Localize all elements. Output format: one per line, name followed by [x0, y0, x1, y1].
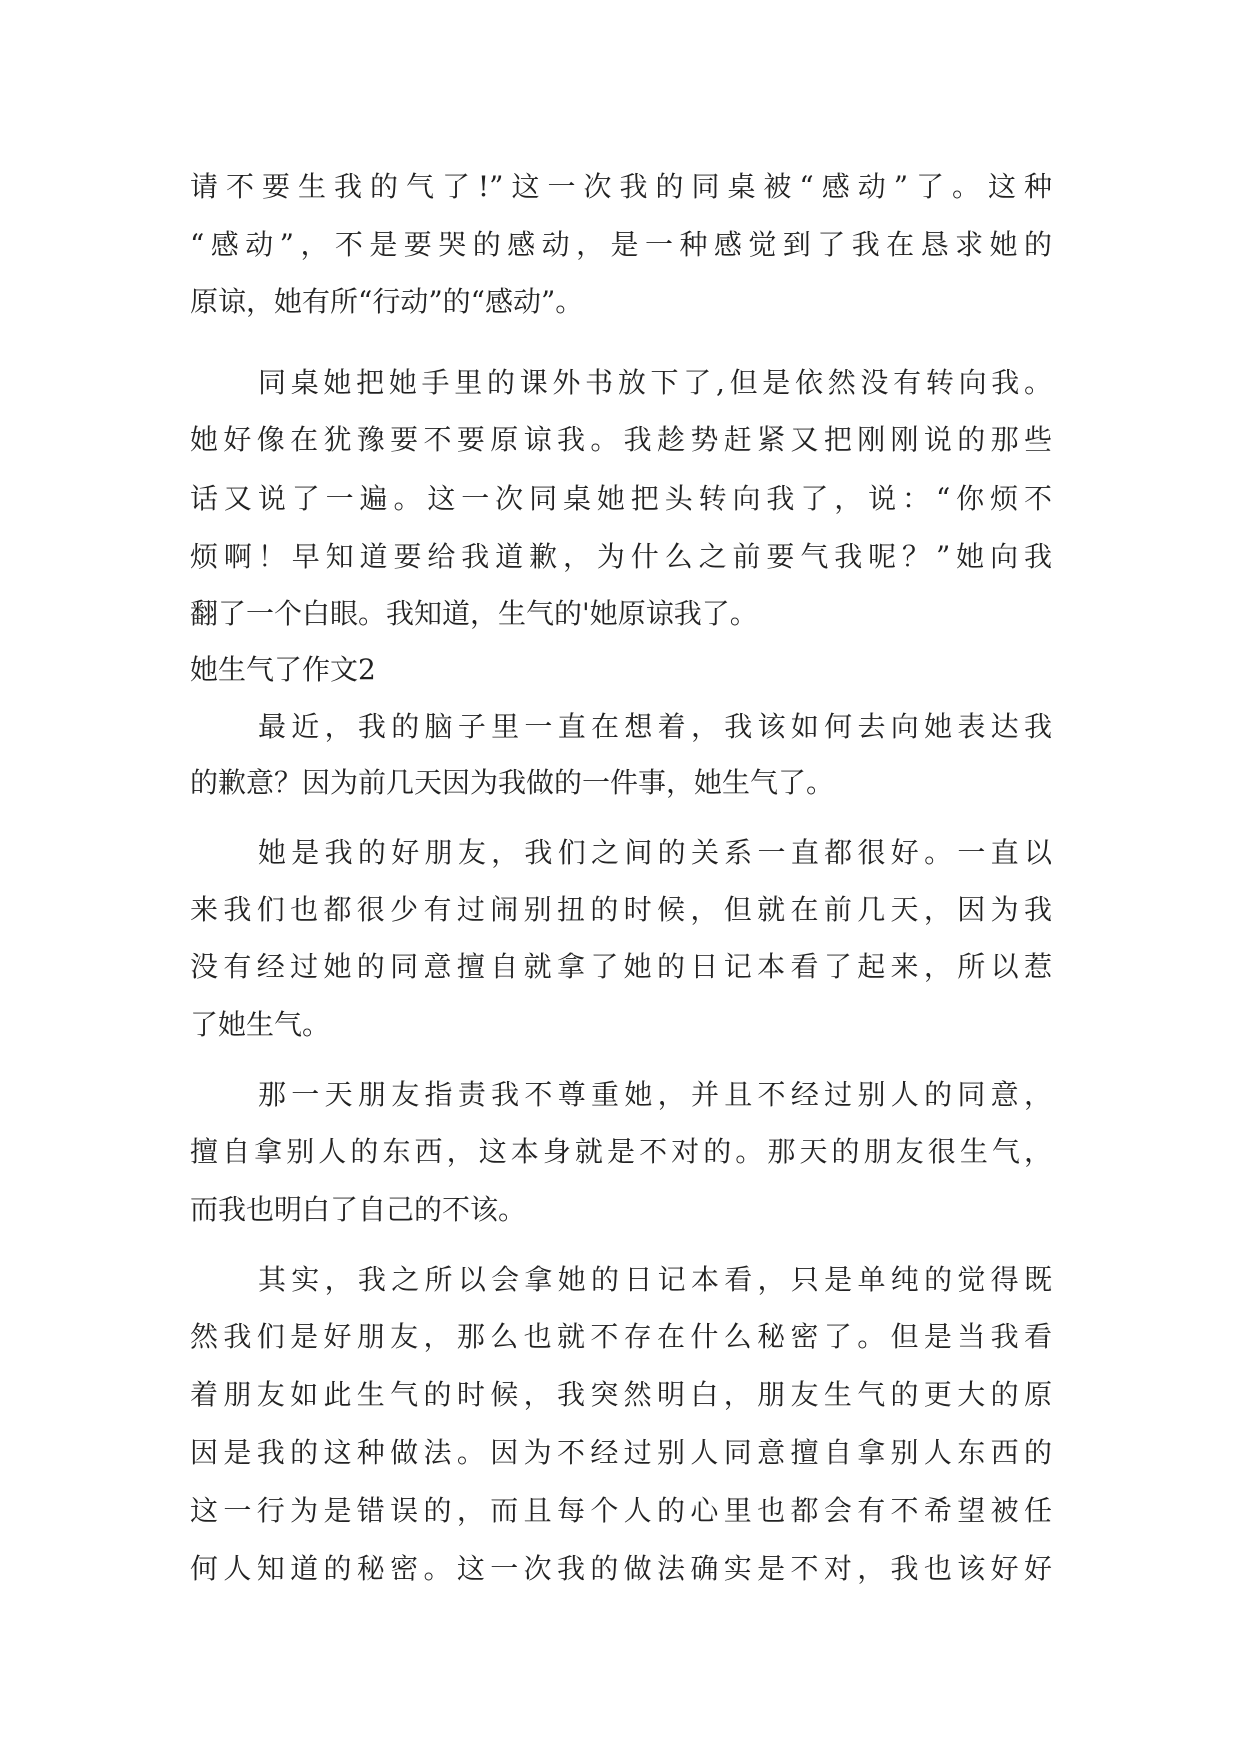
text-line: 擅自拿别人的东西，这本身就是不对的。那天的朋友很生气， — [190, 1135, 1052, 1168]
text-line: 然我们是好朋友，那么也就不存在什么秘密了。但是当我看 — [190, 1320, 1052, 1353]
text-line: 的歉意？因为前几天因为我做的一件事，她生气了。 — [190, 766, 835, 799]
text-line: 没有经过她的同意擅自就拿了她的日记本看了起来，所以惹 — [190, 950, 1052, 983]
section-heading: 她生气了作文2 — [190, 653, 376, 686]
text-line: 而我也明白了自己的不该。 — [190, 1193, 527, 1226]
text-line: 了她生气。 — [190, 1008, 331, 1041]
text-line: 因是我的这种做法。因为不经过别人同意擅自拿别人东西的 — [190, 1436, 1052, 1469]
text-line: 来我们也都很少有过闹别扭的时候，但就在前几天，因为我 — [190, 893, 1052, 926]
text-line: 她是我的好朋友，我们之间的关系一直都很好。一直以 — [258, 836, 1052, 869]
text-line: 其实，我之所以会拿她的日记本看，只是单纯的觉得既 — [258, 1263, 1052, 1296]
text-line: 何人知道的秘密。这一次我的做法确实是不对，我也该好好 — [190, 1552, 1052, 1585]
text-line: 她好像在犹豫要不要原谅我。我趁势赶紧又把刚刚说的那些 — [190, 423, 1052, 456]
text-line: 同桌她把她手里的课外书放下了,但是依然没有转向我。 — [258, 366, 1052, 399]
text-line: “感动”，不是要哭的感动，是一种感觉到了我在恳求她的 — [190, 228, 1052, 261]
text-line: 原谅，她有所“行动”的“感动”。 — [190, 285, 584, 318]
text-line: 最近，我的脑子里一直在想着，我该如何去向她表达我 — [258, 710, 1052, 743]
text-line: 话又说了一遍。这一次同桌她把头转向我了，说：“你烦不 — [190, 482, 1052, 515]
text-line: 烦啊！早知道要给我道歉，为什么之前要气我呢？”她向我 — [190, 540, 1052, 573]
text-line: 那一天朋友指责我不尊重她，并且不经过别人的同意， — [258, 1078, 1052, 1111]
text-line: 着朋友如此生气的时候，我突然明白，朋友生气的更大的原 — [190, 1378, 1052, 1411]
text-line: 这一行为是错误的，而且每个人的心里也都会有不希望被任 — [190, 1494, 1052, 1527]
text-line: 请不要生我的气了!”这一次我的同桌被“感动”了。这种 — [190, 170, 1052, 203]
text-line: 翻了一个白眼。我知道，生气的'她原谅我了。 — [190, 597, 758, 630]
